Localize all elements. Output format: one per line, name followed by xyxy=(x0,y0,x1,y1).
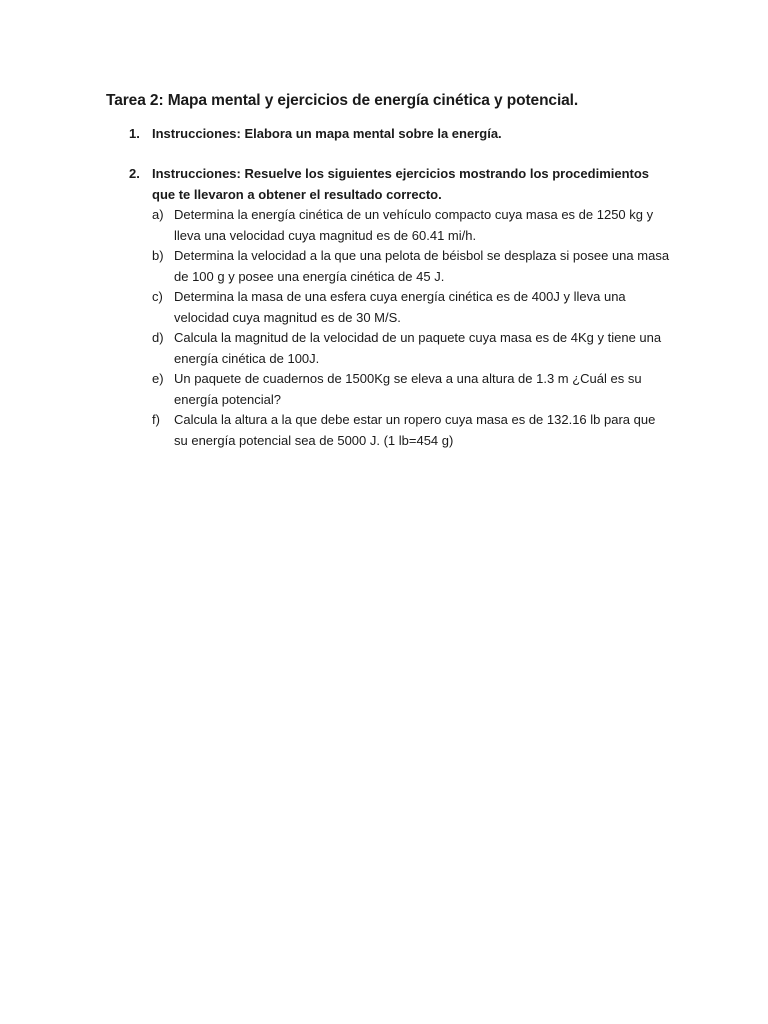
exercise-letter: a) xyxy=(152,207,164,222)
instruction-item-2 xyxy=(129,164,669,205)
exercise-text: Determina la masa de una esfera cuya energía cinética es de 400J y lleva una velocidad cuya magnitud es de 30 M/S. xyxy=(174,289,626,325)
document-title: Tarea 2: Mapa mental y ejercicios de energía cinética y potencial. xyxy=(106,92,579,109)
exercise-text: Calcula la altura a la que debe estar un ropero cuya masa es de 132.16 lb para que su energía potencial sea de 5000 J. (1 lb=454 g) xyxy=(174,412,656,448)
exercise-text: Determina la energía cinética de un vehículo compacto cuya masa es de 1250 kg y lleva una velocidad cuya magnitud es de 60.41 mi/h. xyxy=(174,207,654,243)
instruction-text: Instrucciones: Elabora un mapa mental sobre la energía. xyxy=(152,126,502,141)
exercise-letter: e) xyxy=(152,371,164,386)
exercise-text: Un paquete de cuadernos de 1500Kg se eleva a una altura de 1.3 m ¿Cuál es su energía potencial? xyxy=(174,371,642,407)
item-number: 1. xyxy=(129,126,140,141)
exercise-letter: c) xyxy=(152,289,163,304)
instruction-item-1 xyxy=(129,124,669,145)
exercise-text: Determina la velocidad a la que una pelota de béisbol se desplaza si posee una masa de 100 g y posee una energía cinética de 45 J. xyxy=(174,248,670,284)
exercise-text: Calcula la magnitud de la velocidad de un paquete cuya masa es de 4Kg y tiene una energía cinética de 100J. xyxy=(174,330,662,366)
exercise-letter: d) xyxy=(152,330,164,345)
exercise-letter: f) xyxy=(152,412,160,427)
item-number: 2. xyxy=(129,166,140,181)
instruction-text: Instrucciones: Resuelve los siguientes ejercicios mostrando los procedimientos que te llevaron a obtener el resultado correcto. xyxy=(152,166,650,202)
exercise-item-b xyxy=(152,246,672,287)
exercise-letter: b) xyxy=(152,248,164,263)
exercise-item-e xyxy=(152,369,672,410)
exercise-item-a xyxy=(152,205,672,246)
exercise-item-d xyxy=(152,328,672,369)
exercise-list xyxy=(152,205,672,451)
exercise-item-c xyxy=(152,287,672,328)
exercise-item-f xyxy=(152,410,672,451)
